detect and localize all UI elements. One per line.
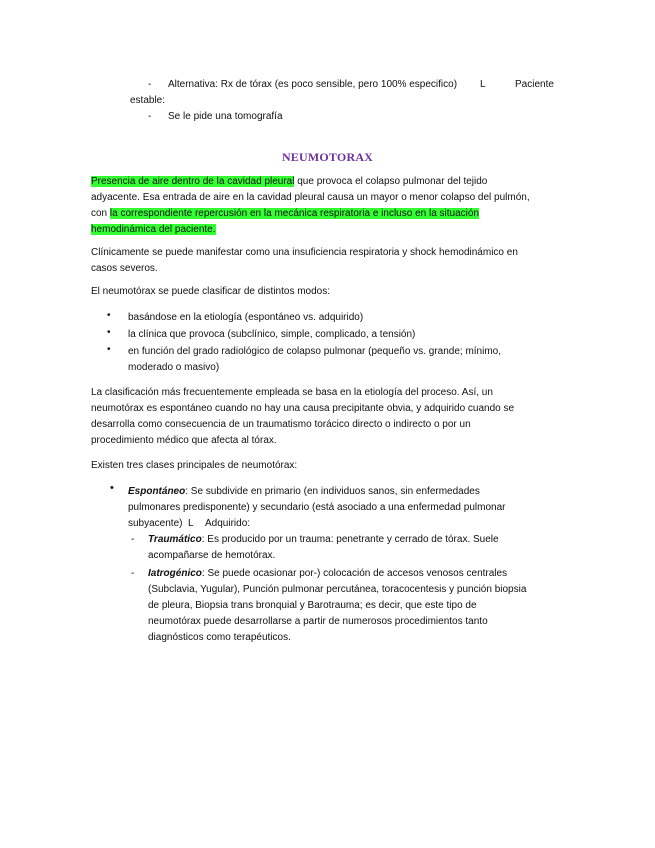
bullet-icon: •	[107, 327, 111, 338]
paragraph-text: La clasificación más frecuentemente empleada se basa en la etiología del proceso. Así, un	[91, 387, 493, 398]
type-spontaneous-line2: pulmonares predisponente) y secundario (está asociado a una enfermedad pulmonar	[128, 502, 506, 513]
type-iatrogenic-line1: Iatrogénico: Se puede ocasionar por-) colocación de accesos venosos centrales	[148, 568, 508, 579]
list-item-text: Alternativa: Rx de tórax (es poco sensible, pero 100% especifico)	[168, 79, 458, 90]
type-spontaneous-line1: Espontáneo: Se subdivide en primario (en individuos sanos, sin enfermedades	[128, 486, 480, 497]
paragraph-types-intro	[91, 458, 571, 474]
list-dash: -	[148, 111, 152, 122]
list-mark: L	[188, 518, 194, 529]
type-label: Espontáneo	[128, 486, 186, 497]
type-iatrogenic-line3: de pleura, Biopsia trans bronquial y Barotrauma; es decir, que este tipo de	[148, 600, 477, 611]
section-heading: NEUMOTORAX	[281, 150, 374, 164]
list-mark: L	[480, 79, 486, 90]
type-acquired-label: Adquirido:	[205, 518, 251, 529]
paragraph-clinical	[91, 245, 571, 277]
list-dash: -	[131, 568, 135, 579]
bullet-icon: •	[107, 310, 111, 321]
bullet-item: la clínica que provoca (subclínico, simple, complicado, a tensión)	[128, 329, 416, 340]
paragraph-text: Clínicamente se puede manifestar como una insuficiencia respiratoria y shock hemodinámico en	[91, 247, 518, 258]
type-iatrogenic-line5: diagnósticos como terapéuticos.	[148, 632, 291, 643]
paragraph-definition	[91, 174, 571, 238]
highlighted-text: hemodinámica del paciente.	[91, 224, 216, 235]
highlighted-text: la correspondiente repercusión en la mecánica respiratoria e incluso en la situación	[109, 208, 480, 219]
bullet-icon: •	[107, 344, 111, 355]
list-item-text: Se le pide una tomografía	[168, 111, 283, 122]
paragraph-text: Existen tres clases principales de neumotórax:	[91, 460, 298, 471]
paragraph-classification-intro	[91, 284, 571, 300]
type-iatrogenic-line4: neumotórax puede desarrollarse a partir de numerosos procedimientos tanto	[148, 616, 488, 627]
type-label: Iatrogénico	[148, 568, 202, 579]
paragraph-text: que provoca el colapso pulmonar del tejido	[294, 176, 488, 187]
highlighted-text: Presencia de aire dentro de la cavidad pleural	[91, 176, 295, 187]
paragraph-text: desarrolla como consecuencia de un traumatismo torácico directo o indirecto o por un	[91, 419, 471, 430]
paragraph-text: adyacente. Esa entrada de aire en la cavidad pleural causa un mayor o menor colapso del pulmón,	[91, 192, 530, 203]
paragraph-etiology	[91, 385, 571, 449]
paragraph-text: procedimiento médico que afecta al tórax.	[91, 435, 277, 446]
paragraph-text: con	[91, 208, 110, 219]
paragraph-text: casos severos.	[91, 263, 158, 274]
paragraph-text: neumotórax es espontáneo cuando no hay una causa precipitante obvia, y adquirido cuando se	[91, 403, 515, 414]
paragraph-text: El neumotórax se puede clasificar de distintos modos:	[91, 286, 331, 297]
bullet-item-continuation: moderado o masivo)	[128, 362, 220, 373]
type-traumatic-line2: acompañarse de hemotórax.	[148, 550, 276, 561]
type-label: Traumático	[148, 534, 202, 545]
type-spontaneous-line3: subyacente)	[128, 518, 183, 529]
list-item-tail: Paciente	[515, 79, 554, 90]
list-dash: -	[131, 534, 135, 545]
type-traumatic-line1: Traumático: Es producido por un trauma: penetrante y cerrado de tórax. Suele	[148, 534, 499, 545]
bullet-item: en función del grado radiológico de colapso pulmonar (pequeño vs. grande; mínimo,	[128, 346, 502, 357]
type-iatrogenic-line2: (Subclavia, Yugular), Punción pulmonar percutánea, toracocentesis y punción biopsia	[148, 584, 527, 595]
list-item-continuation: estable:	[130, 95, 166, 106]
list-dash: -	[148, 79, 152, 90]
bullet-item: basándose en la etiología (espontáneo vs. adquirido)	[128, 312, 364, 323]
bullet-icon: •	[110, 482, 114, 494]
